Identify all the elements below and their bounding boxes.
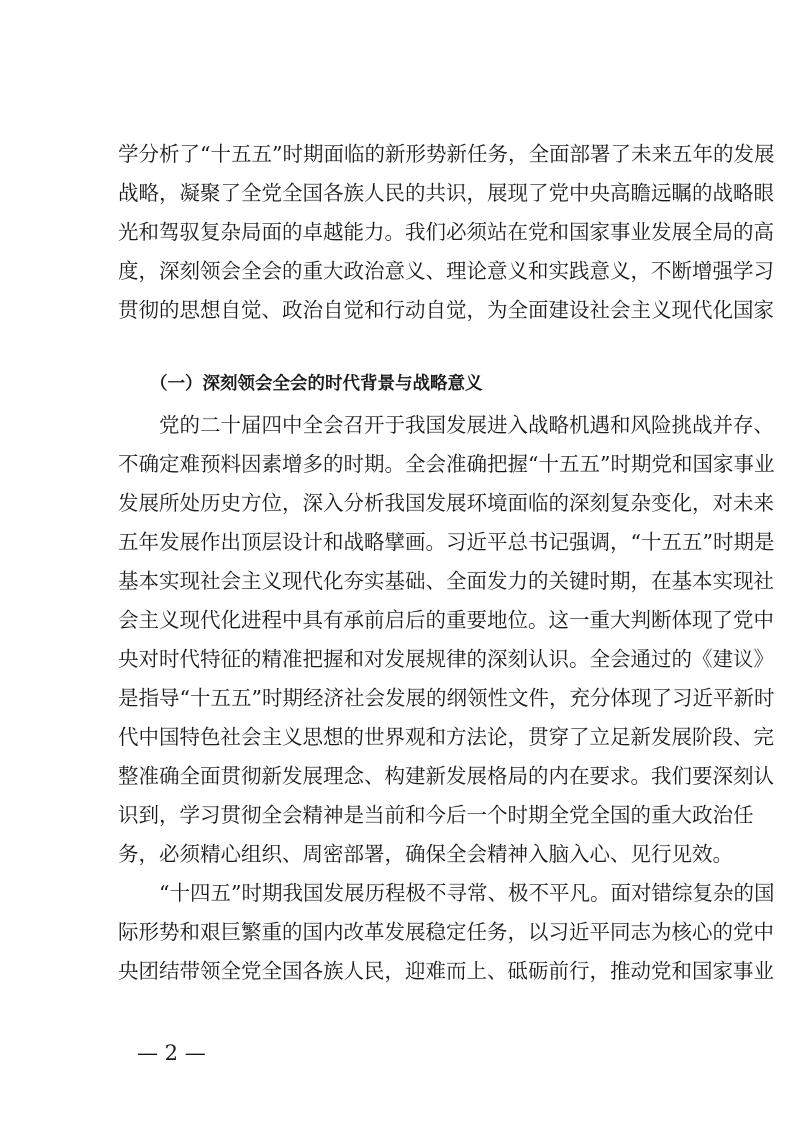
text-line: 度，深刻领会全会的重大政治意义、理论意义和实践意义，不断增强学习 [118,259,774,283]
text-line: 学分析了“十五五”时期面临的新形势新任务，全面部署了未来五年的发展 [118,142,775,166]
text-line: 战略，凝聚了全党全国各族人民的共识，展现了党中央高瞻远瞩的战略眼 [118,181,774,205]
page-number: — 2 — [137,1041,206,1065]
text-line: 基本实现社会主义现代化夯实基础、全面发力的关键时期，在基本实现社 [118,569,774,593]
text-line: 代中国特色社会主义思想的世界观和方法论，贯穿了立足新发展阶段、完 [118,725,774,749]
text-line: 整准确全面贯彻新发展理念、构建新发展格局的内在要求。我们要深刻认 [118,764,774,788]
text-line: 党的二十届四中全会召开于我国发展进入战略机遇和风险挑战并存、 [118,413,774,437]
text-line: 央团结带领全党全国各族人民，迎难而上、砥砺前行，推动党和国家事业 [118,959,774,983]
text-line: 央对时代特征的精准把握和对发展规律的深刻认识。全会通过的《建议》 [118,647,774,671]
text-line: “十四五”时期我国发展历程极不寻常、极不平凡。面对错综复杂的国 [118,881,775,905]
text-line: 是指导“十五五”时期经济社会发展的纲领性文件，充分体现了习近平新时 [118,686,775,710]
text-line: 会主义现代化进程中具有承前启后的重要地位。这一重大判断体现了党中 [118,608,774,632]
text-line: 光和驾驭复杂局面的卓越能力。我们必须站在党和国家事业发展全局的高 [118,220,774,244]
text-line: 不确定难预料因素增多的时期。全会准确把握“十五五”时期党和国家事业 [118,452,775,476]
text-line: 务，必须精心组织、周密部署，确保全会精神入脑入心、见行见效。 [118,842,733,866]
text-line: 际形势和艰巨繁重的国内改革发展稳定任务，以习近平同志为核心的党中 [118,920,774,944]
text-line: 贯彻的思想自觉、政治自觉和行动自觉，为全面建设社会主义现代化国家 [118,298,774,322]
section-heading: （一）深刻领会全会的时代背景与战略意义 [150,374,483,394]
text-line: 五年发展作出顶层设计和战略擘画。习近平总书记强调，“十五五”时期是 [118,530,775,554]
text-line: 识到，学习贯彻全会精神是当前和今后一个时期全党全国的重大政治任 [118,803,754,827]
text-line: 发展所处历史方位，深入分析我国发展环境面临的深刻复杂变化，对未来 [118,491,774,515]
